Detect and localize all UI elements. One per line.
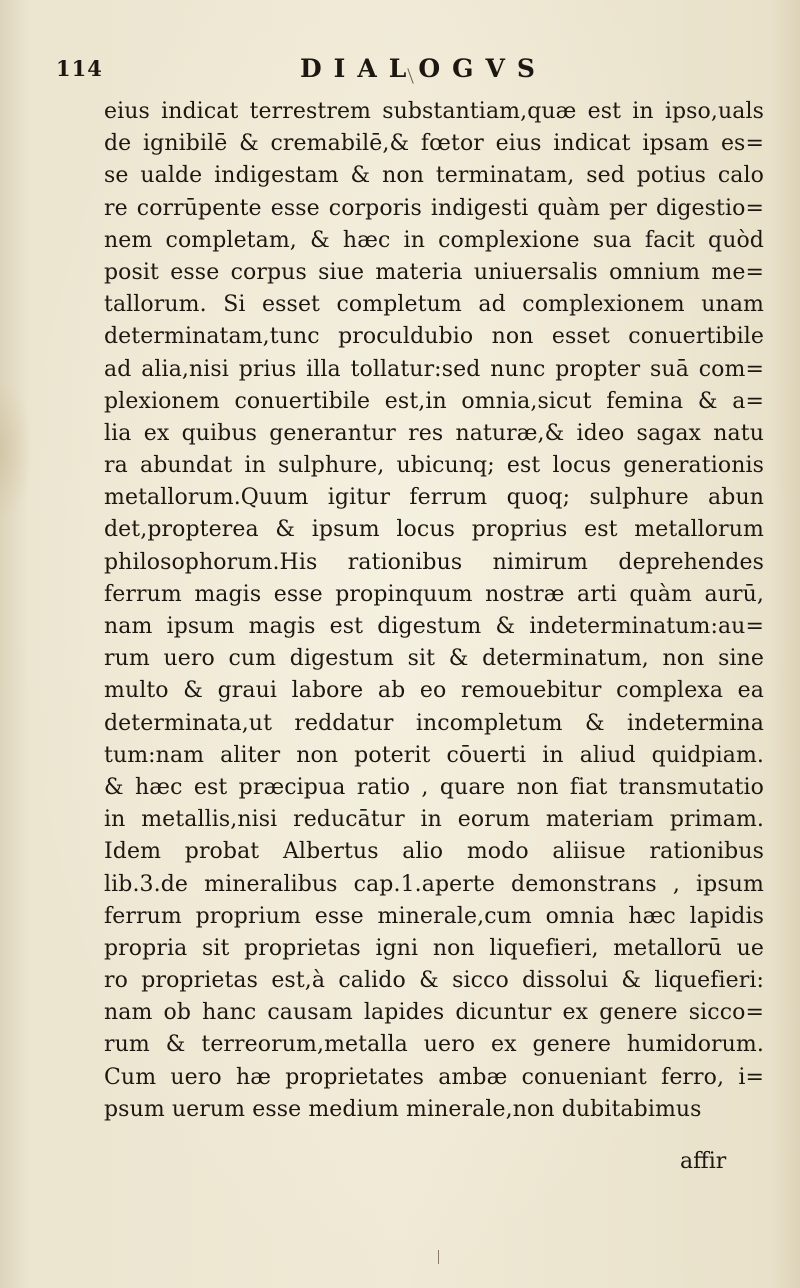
text-line: Idem probat Albertus alio modo aliisue rationibus (104, 839, 764, 865)
text-line: ferrum magis esse propinquum nostræ arti quàm aurū, (104, 581, 764, 607)
catchword: affir (680, 1149, 727, 1174)
paper-stain (0, 380, 34, 520)
text-line: ra abundat in sulphure, ubicunq; est locus generationis (104, 453, 764, 479)
body-text (104, 96, 764, 1126)
text-line: rum uero cum digestum sit & determinatum, non sine (104, 646, 764, 672)
running-title: DIALOGVS (300, 54, 547, 83)
text-line: se ualde indigestam & non terminatam, sed potius calo (104, 163, 764, 189)
text-line: de ignibilē & cremabilē,& fœtor eius indicat ipsam es= (104, 131, 764, 157)
text-line: ad alia,nisi prius illa tollatur:sed nunc propter suā com= (104, 356, 764, 382)
text-line: det,propterea & ipsum locus proprius est metallorum (104, 517, 764, 543)
text-line: lib.3.de mineralibus cap.1.aperte demonstrans , ipsum (104, 871, 764, 897)
text-line: tum:nam aliter non poterit cōuerti in aliud quidpiam. (104, 742, 764, 768)
text-line: propria sit proprietas igni non liquefieri, metallorū ue (104, 935, 764, 961)
text-line: nam ipsum magis est digestum & indeterminatum:au= (104, 614, 764, 639)
text-line: psum uerum esse medium minerale,non dubitabimus (104, 1096, 702, 1122)
text-line: philosophorum.His rationibus nimirum deprehendes (104, 549, 764, 575)
text-line: posit esse corpus siue materia uniuersalis omnium me= (104, 259, 764, 285)
text-line: determinatam,tunc proculdubio non esset conuertibile (104, 324, 764, 350)
text-line: in metallis,nisi reducātur in eorum materiam primam. (104, 807, 764, 833)
text-line: Cum uero hæ proprietates ambæ conueniant ferro, i= (104, 1064, 764, 1090)
text-line: multo & graui labore ab eo remouebitur complexa ea (104, 678, 764, 704)
text-line: eius indicat terrestrem substantiam,quæ est in ipso,uals (104, 99, 764, 124)
text-line: rum & terreorum,metalla uero ex genere humidorum. (104, 1032, 764, 1058)
text-line: determinata,ut reddatur incompletum & indetermina (104, 710, 764, 736)
text-line: plexionem conuertibile est,in omnia,sicut femina & a= (104, 388, 764, 414)
page-number: 114 (56, 56, 103, 81)
text-line: re corrūpente esse corporis indigesti quàm per digestio= (104, 195, 764, 221)
text-line: lia ex quibus generantur res naturæ,& ideo sagax natu (104, 420, 764, 446)
text-line: tallorum. Si esset completum ad complexionem unam (104, 292, 764, 318)
ink-mark (438, 1250, 439, 1264)
text-line: nem completam, & hæc in complexione sua facit quòd (104, 227, 764, 253)
text-line: & hæc est præcipua ratio , quare non fiat transmutatio (104, 774, 764, 800)
text-line: metallorum.Quum igitur ferrum quoq; sulphure abun (104, 485, 764, 511)
running-head (0, 48, 800, 88)
text-line: ferrum proprium esse minerale,cum omnia hæc lapidis (104, 903, 764, 929)
text-line: ro proprietas est,à calido & sicco dissolui & liquefieri: (104, 968, 764, 994)
text-line: nam ob hanc causam lapides dicuntur ex genere sicco= (104, 1000, 764, 1026)
